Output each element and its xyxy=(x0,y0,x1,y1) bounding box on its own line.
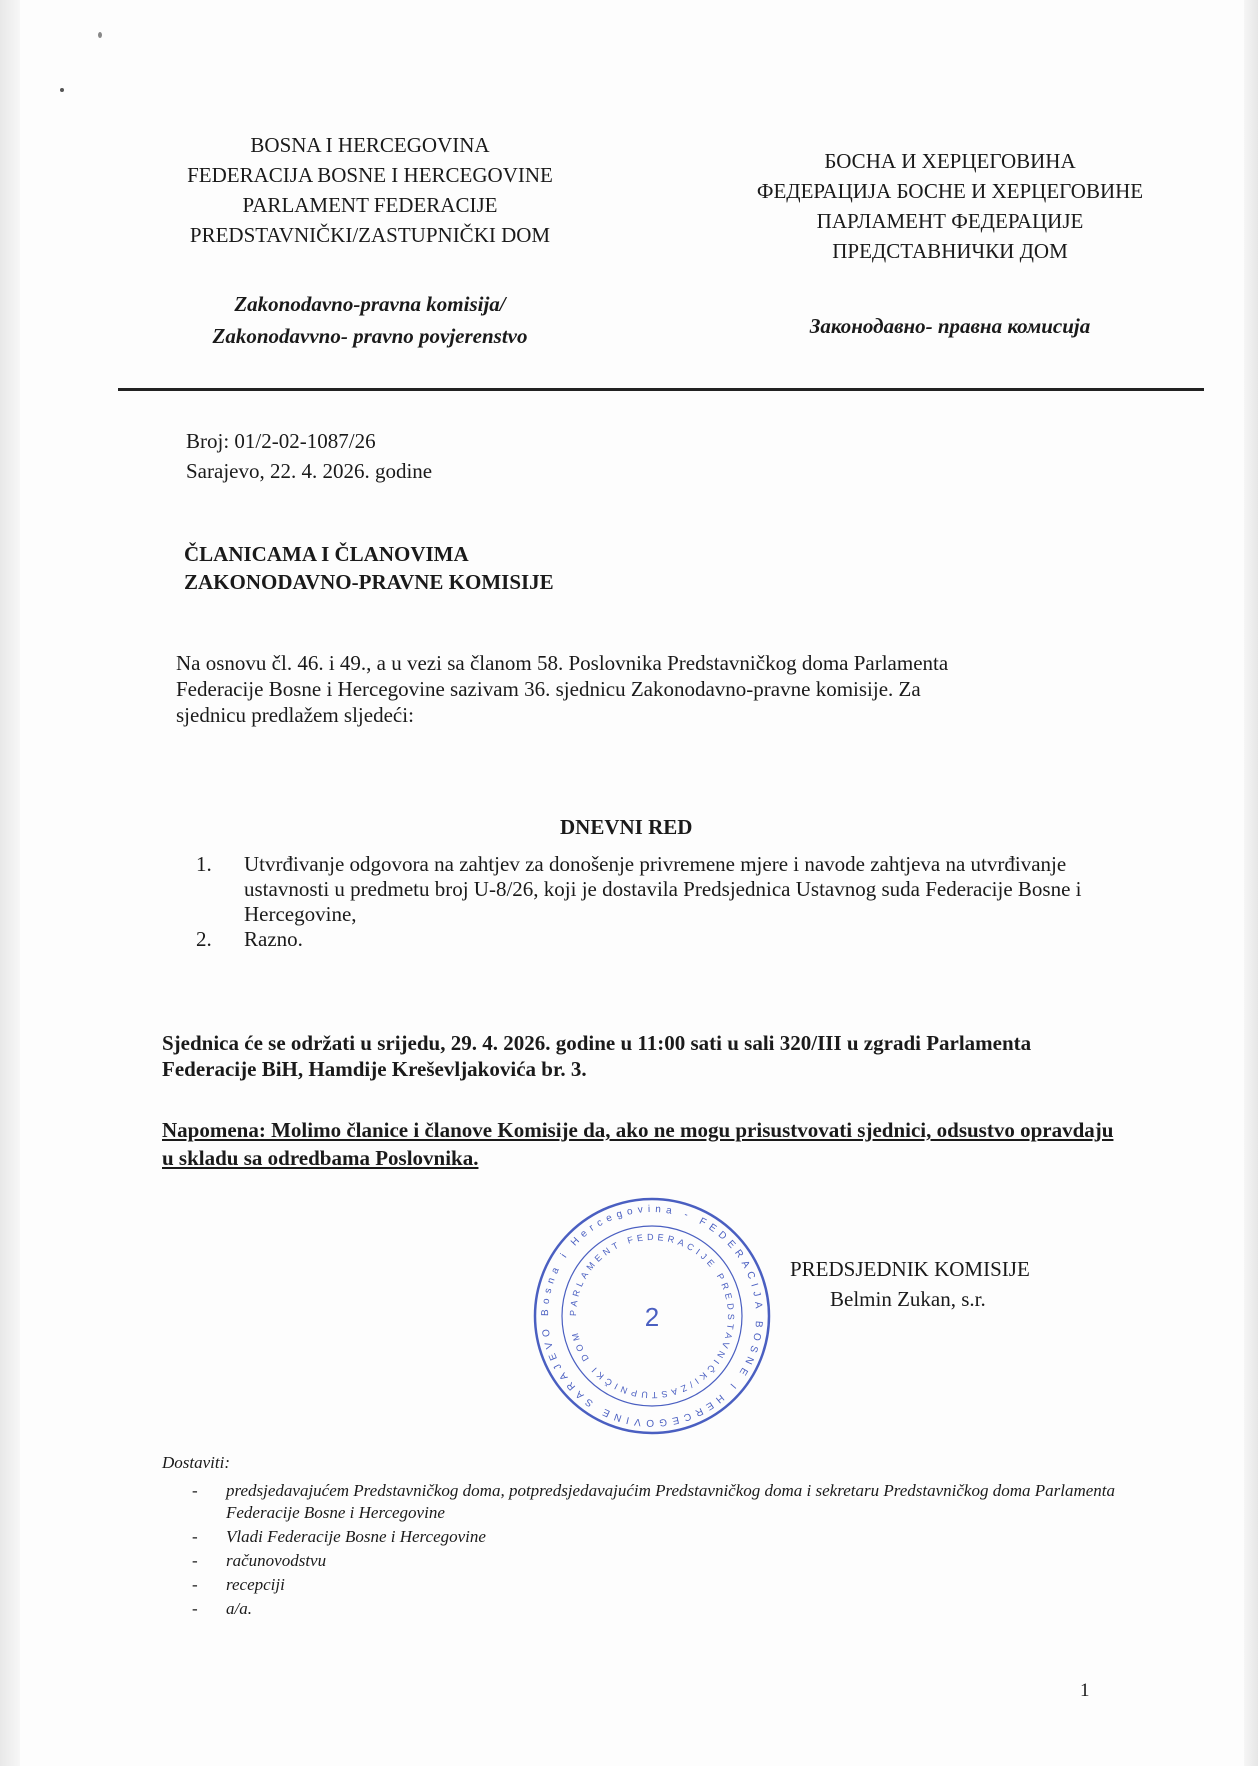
distribution-item xyxy=(162,1598,1122,1620)
intro-line: sjednicu predlažem sljedeći: xyxy=(176,703,414,727)
distribution-list xyxy=(162,1452,1122,1622)
dash-bullet: - xyxy=(192,1575,198,1594)
header-left-line: BOSNA I HERCEGOVINA xyxy=(250,133,490,157)
header-right-line: ПРЕДСТАВНИЧКИ ДОМ xyxy=(832,239,1068,263)
dash-bullet: - xyxy=(192,1599,198,1618)
stamp-inner-text: PARLAMENT FEDERACIJE PREDSTAVNIČKI/ZASTUPNIČKI DOM xyxy=(567,1231,737,1401)
signature-block xyxy=(790,1254,1030,1314)
distribution-item-text: Vladi Federacije Bosne i Hercegovine xyxy=(226,1527,486,1546)
header-right-line: ПАРЛАМЕНТ ФЕДЕРАЦИЈЕ xyxy=(816,209,1084,233)
official-stamp xyxy=(532,1196,772,1436)
header-right-line: ФЕДЕРАЦИЈА БОСНЕ И ХЕРЦЕГОВИНЕ xyxy=(756,179,1144,203)
agenda-list xyxy=(196,852,1126,952)
signature-name: Belmin Zukan, s.r. xyxy=(830,1287,986,1311)
header-left-line: PARLAMENT FEDERACIJE xyxy=(242,193,498,217)
page-number: 1 xyxy=(1080,1680,1090,1701)
scan-edge-left xyxy=(0,0,20,1766)
header-left-line: PREDSTAVNIČKI/ZASTUPNIČKI DOM xyxy=(189,223,551,247)
distribution-item xyxy=(162,1574,1122,1596)
agenda-item-number: 2. xyxy=(196,927,212,951)
committee-name-cyrillic: Законодавно- правна комисија xyxy=(809,314,1091,338)
addressee-line: ČLANICAMA I ČLANOVIMA xyxy=(184,542,469,566)
scan-speck xyxy=(60,88,64,92)
session-info: Sjednica će se održati u srijedu, 29. 4. 2026. godine u 11:00 sati u sali 320/III u zgradi Parlamenta Federacije BiH, Hamdije Kreševljakovića br. 3. xyxy=(162,1031,1032,1081)
stamp-outer-text: Bosna i Hercegovina - FEDERACIJA BOSNE I HERCEGOVINE SARAJEVO xyxy=(539,1204,765,1429)
note: Napomena: Molimo članice i članove Komisije da, ako ne mogu prisustvovati sjednici, odsustvo opravdaju u skladu sa odredbama Poslovnika. xyxy=(162,1118,1114,1170)
agenda-item-number: 1. xyxy=(196,852,212,876)
intro-line: Na osnovu čl. 46. i 49., a u vezi sa članom 58. Poslovnika Predstavničkog doma Parlamenta xyxy=(176,651,949,675)
committee-name-latin xyxy=(130,288,610,352)
signature-title: PREDSJEDNIK KOMISIJE xyxy=(790,1257,1030,1281)
document-meta xyxy=(186,426,432,486)
intro-paragraph xyxy=(176,650,1136,728)
distribution-item xyxy=(162,1550,1122,1572)
intro-line: Federacije Bosne i Hercegovine sazivam 36. sjednicu Zakonodavno-pravne komisije. Za xyxy=(176,677,921,701)
distribution-item xyxy=(162,1480,1122,1524)
distribution-item-text: predsjedavajućem Predstavničkog doma, potpredsjedavajućim Predstavničkog doma i sekretaru Predstavničkog doma Parlamenta Federacije Bosne i Hercegovine xyxy=(226,1481,1115,1522)
place-date: Sarajevo, 22. 4. 2026. godine xyxy=(186,459,433,483)
addressee xyxy=(184,540,554,596)
header-right xyxy=(690,146,1210,266)
dash-bullet: - xyxy=(192,1527,198,1546)
document-number: Broj: 01/2-02-1087/26 xyxy=(186,429,376,453)
stamp-center-number: 2 xyxy=(644,1302,660,1332)
agenda-item-text: Razno. xyxy=(244,927,303,951)
agenda-title: DNEVNI RED xyxy=(560,815,693,839)
distribution-item-text: a/a. xyxy=(226,1599,252,1618)
committee-name-line: Zakonodavno-pravna komisija/ xyxy=(234,292,506,316)
scan-edge-right xyxy=(1244,0,1258,1766)
header-left-line: FEDERACIJA BOSNE I HERCEGOVINE xyxy=(187,163,553,187)
committee-name-line: Zakonodavvno- pravno povjerenstvo xyxy=(212,324,528,348)
header-right-line: БОСНА И ХЕРЦЕГОВИНА xyxy=(824,149,1076,173)
scan-speck xyxy=(98,32,102,38)
agenda-item xyxy=(196,852,1126,927)
dash-bullet: - xyxy=(192,1481,198,1500)
dash-bullet: - xyxy=(192,1551,198,1570)
agenda-item-text: Utvrđivanje odgovora na zahtjev za donošenje privremene mjere i navode zahtjeva na utvrđivanje ustavnosti u predmetu broj U-8/26, koji je dostavila Predsjednica Ustavnog suda Federacije Bosne i Hercegovine, xyxy=(244,852,1082,926)
distribution-item xyxy=(162,1526,1122,1548)
header-divider xyxy=(118,388,1204,391)
header-left xyxy=(130,130,610,250)
distribution-title: Dostaviti: xyxy=(162,1453,230,1472)
distribution-item-text: recepciji xyxy=(226,1575,285,1594)
agenda-item xyxy=(196,927,1126,952)
addressee-line: ZAKONODAVNO-PRAVNE KOMISIJE xyxy=(184,570,554,594)
distribution-item-text: računovodstvu xyxy=(226,1551,327,1570)
